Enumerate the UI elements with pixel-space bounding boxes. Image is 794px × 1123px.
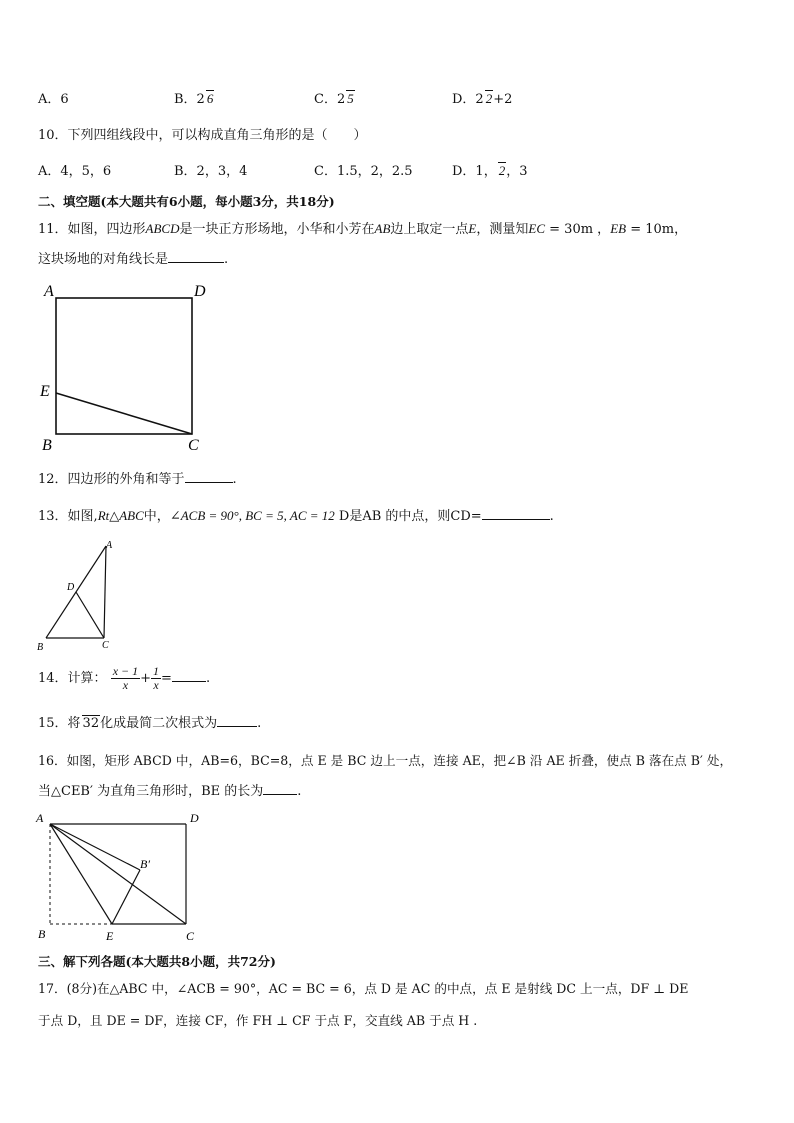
q10-stem: 10．下列四组线段中，可以构成直角三角形的是（ ） [38,128,367,143]
fraction-1: $\frac{x - 1}{x}$ [112,664,139,692]
label-c: C [102,640,109,651]
q9-option-a: A．6 [38,92,69,107]
label-c: C [186,929,195,943]
label-c: C [188,437,199,454]
label-b: B [38,927,46,941]
section-3-heading: 三、解下列各题(本大题共8小题，共72分) [38,954,276,969]
answer-blank [263,782,297,795]
segment-ec [56,393,192,434]
answer-blank [168,250,224,263]
q17-line1: 17．(8分)在△ABC 中，∠ACB = 90°，AC = BC = 6，点 D 是 AC 的中点，点 E 是射线 DC 上一点，DF ⊥ DE [38,981,689,996]
q14-text: 14．计算： $\frac{x - 1}{x}$ + $\frac{1}{x}$ = . [38,664,211,692]
label-b: B [42,437,52,454]
q13-text: 13．如图,Rt△ABC中，∠ACB = 90°, BC = 5, AC = 12 D是AB 的中点，则CD= . [38,508,554,524]
label-a: A [106,540,113,551]
fraction-2: $\frac{1}{x}$ [153,664,160,692]
q16-line2: 当△CEB′ 为直角三角形时，BE 的长为 . [38,784,302,799]
q10-option-d: D．1， 2，3 [452,163,528,179]
q17-line2: 于点 D，且 DE = DF，连接 CF，作 FH ⊥ CF 于点 F，交直线 AB 于点 H . [38,1013,478,1028]
q13-figure [34,536,124,654]
q10-option-a: A．4，5，6 [38,164,112,179]
q9-option-d: D．2 2+2 [452,91,513,107]
answer-blank [482,507,550,520]
label-b: B [37,642,44,653]
label-d: D [190,811,199,825]
q16-figure [34,806,214,944]
q11-line1: 11．如图，四边形ABCD是一块正方形场地，小华和小芳在AB边上取定一点E，测量知EC = 30m ，EB = 10m， [38,221,688,237]
q9-option-b: B．2 6 [174,91,214,107]
q10-options [38,160,778,180]
section-2-heading: 二、填空题(本大题共有6小题，每小题3分，共18分) [38,194,335,209]
label-d: D [194,283,206,300]
q10-option-b: B．2，3，4 [174,164,248,179]
answer-blank [185,470,233,483]
label-b-prime: B′ [140,857,150,871]
answer-blank [217,714,257,727]
q10-option-c: C．1.5，2，2.5 [314,164,413,179]
q16-line1: 16．如图，矩形 ABCD 中，AB=6，BC=8，点 E 是 BC 边上一点，连接 AE，把∠B 沿 AE 折叠，使点 B 落在点 B′ 处， [38,753,733,768]
q11-line2: 这块场地的对角线长是 . [38,252,229,267]
q9-option-c: C．2 5 [314,91,354,107]
answer-blank [172,669,206,682]
label-e: E [40,383,50,400]
label-d: D [67,582,75,593]
q12-text: 12．四边形的外角和等于 . [38,472,237,487]
label-a: A [44,283,54,300]
q11-figure [36,278,216,456]
q15-text: 15．将 32化成最简二次根式为 . [38,716,262,731]
label-e: E [106,929,114,943]
q9-options [38,88,778,108]
label-a: A [36,811,44,825]
